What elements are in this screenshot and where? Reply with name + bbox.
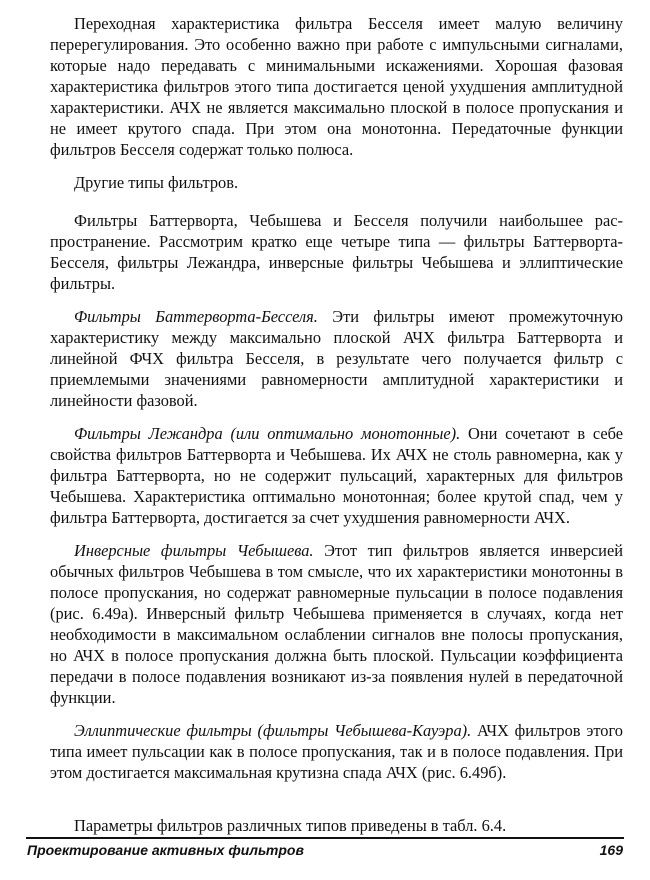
paragraph-text: Фильтры Баттерворта, Чебышева и Бесселя получили наибольшее распространение. Рассмотрим кратко еще четыре типа — фильтры Баттерворта-Бесселя, фильтры Лежандра, инверсные фильтры Чебышева и эллиптические фильтры. — [50, 211, 623, 293]
paragraph-text: Этот тип фильтров является инверсией обычных фильтров Чебышева в том смысле, что их характеристики монотонны в полосе пропускания, но содержат равномерные пульсации в полосе подавления (рис. 6.49а). Инверсный фильтр Чебышева применяется в случаях, когда нет необходимости в максимальном ослаблении сигналов вне полосы пропускания, но АЧХ в полосе пропускания должна быть плоской. Пульсации коэффициента передачи в полосе подавления возникают из-за появления нулей в передаточной функции. — [50, 541, 623, 707]
page-number: 169 — [599, 842, 623, 858]
paragraph-text: Эти фильтры имеют промежуточную характеристику между максимально плоской АЧХ фильтра Баттерворта и линейной ФЧХ фильтра Бесселя, в результате чего получается фильтр с приемлемыми значениями равномерности амплитудной характеристики и линейности фазовой. — [50, 307, 623, 410]
paragraph-bessel-transient — [50, 13, 623, 160]
paragraph-text: Другие типы фильтров. — [74, 173, 239, 192]
running-footer-title: Проектирование активных фильтров — [27, 842, 304, 858]
paragraph-lead: Фильтры Баттерворта-Бесселя. — [74, 307, 318, 326]
paragraph-lead: Инверсные фильтры Чебышева. — [74, 541, 314, 560]
paragraph-legendre — [50, 423, 623, 528]
paragraph-text: Параметры фильтров различных типов приведены в табл. 6.4. — [74, 816, 507, 835]
page-body — [50, 13, 623, 848]
paragraph-other-types-intro — [50, 210, 623, 294]
paragraph-inverse-chebyshev — [50, 540, 623, 708]
paragraph-lead: Фильтры Лежандра (или оптимально монотонные). — [74, 424, 461, 443]
paragraph-table-reference — [50, 815, 623, 836]
paragraph-text: Они сочетают в себе свойства фильтров Баттерворта и Чебышева. Их АЧХ не столь равномерна, как у фильтра Баттерворта, но не содержит пульсаций, характерных для фильтров Чебышева. Характеристика оптимально монотонная; более крутой спад, чем у фильтра Баттерворта, достигается за счет ухудшения равномерности АЧХ. — [50, 424, 623, 527]
footer-rule — [26, 837, 624, 839]
paragraph-elliptic — [50, 720, 623, 783]
paragraph-butterworth-bessel — [50, 306, 623, 411]
paragraph-lead: Эллиптические фильтры (фильтры Чебышева-Кауэра). — [74, 721, 472, 740]
paragraph-text: АЧХ фильтров этого типа имеет пульсации как в полосе пропускания, так и в полосе подавления. При этом достигается максимальная крутизна спада АЧХ (рис. 6.49б). — [50, 721, 624, 782]
paragraph-other-types-heading — [50, 172, 623, 193]
paragraph-text: Переходная характеристика фильтра Бесселя имеет малую величину перерегулирования. Это особенно важно при работе с импульсными сигналами, которые надо передавать с минимальными искажениями. Хорошая фазовая характеристика фильтров этого типа достигается ценой ухудшения амплитудной характеристики. АЧХ не является максимально плоской в полосе пропускания и не имеет крутого спада. При этом она монотонна. Передаточные функции фильтров Бесселя содержат только полюса. — [50, 14, 623, 159]
